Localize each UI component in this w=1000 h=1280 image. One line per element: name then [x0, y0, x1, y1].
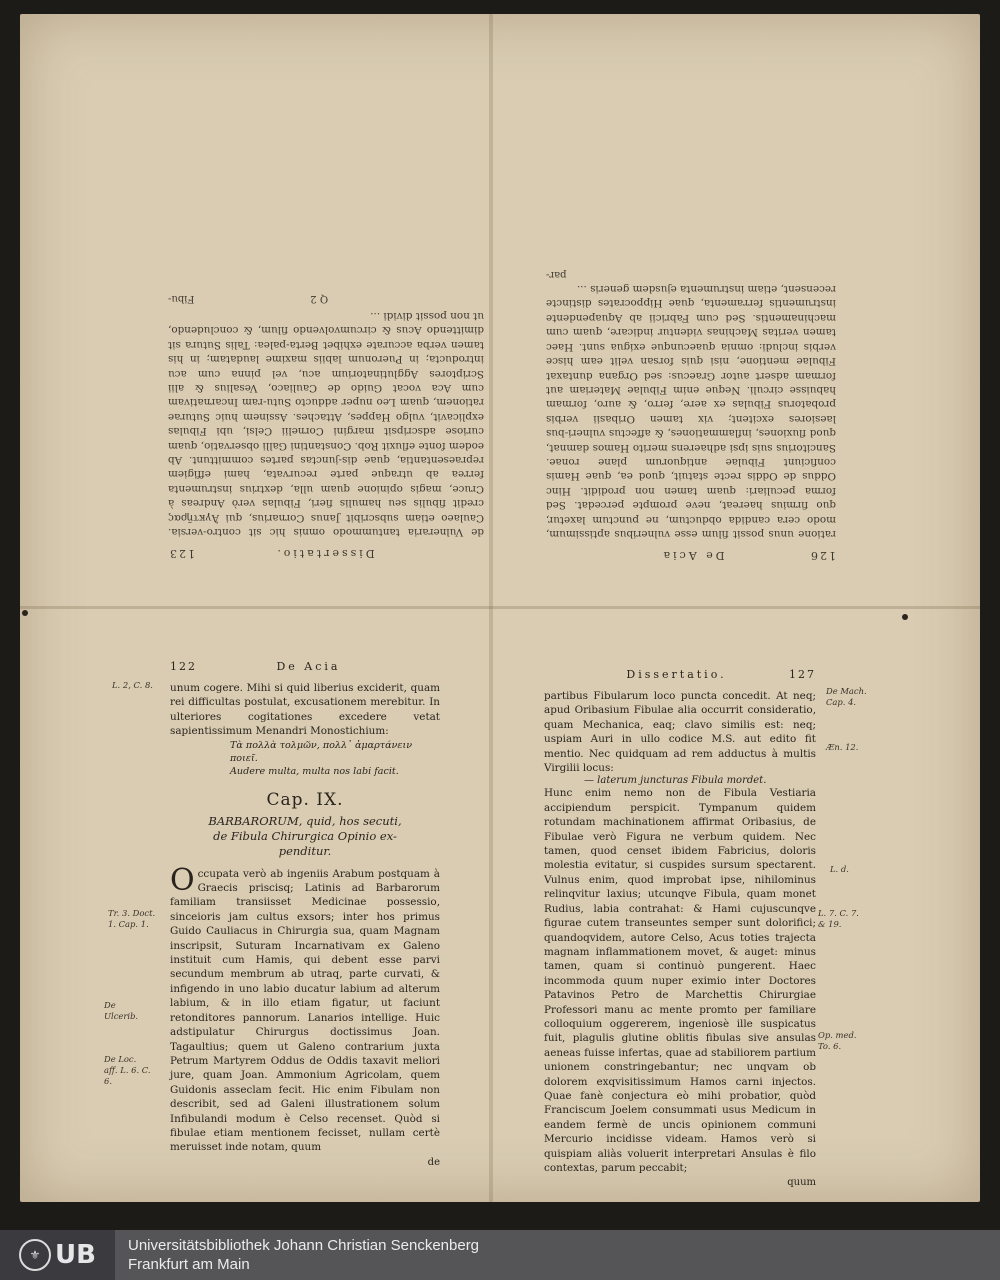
dropcap-letter: O [170, 862, 195, 898]
right-page [544, 668, 816, 1188]
chapter-subtitle-line-2: de Fibula Chirurgica Opinio ex- [213, 828, 397, 843]
upper-left-signature: Q 2 [310, 293, 329, 305]
upper-right-catchword: par- [546, 268, 567, 280]
right-margin-note-5: Op. med. To. 6. [818, 1030, 857, 1051]
pin-hole-right [902, 614, 908, 620]
right-page-catchword: quum [787, 1177, 816, 1189]
chapter-subtitle-line-1: BARBARORUM, quid, hos secuti, [208, 813, 402, 828]
horizontal-fold [20, 606, 980, 609]
upper-right-page [546, 92, 836, 562]
logo-text: UB [55, 1240, 96, 1270]
chapter-heading: Cap. IX. [266, 789, 344, 810]
upper-right-page-number: 126 [809, 549, 836, 562]
left-page-header [170, 660, 440, 673]
left-page [170, 660, 440, 1168]
right-margin-note-4: L. 7. C. 7. & 19. [818, 908, 859, 929]
right-page-body-1: partibus Fibularum loco puncta concedit. At neq; apud Oribasium Fibulae alia occurrit consideratio, quam Mechanica, eaq; clavo similis est: neq; uspiam Auri in ullo codice M.S. aut edito fit mentio. Nec quidquam ad rem adductus à multis Virgilii locus: [544, 690, 816, 775]
left-margin-note-4: De Loc. aff. L. 6. C. 6. [104, 1054, 151, 1086]
menander-latin-line: Audere multa, multa nos labi facit. [230, 765, 399, 777]
right-page-header [544, 668, 816, 681]
upper-right-body: ratione unus possit filum esse vulneribus aptissimum, modo cera candida obductum, ne punctum laxetur, quo firmius haereat, neve prompte percedat. Sed forma peculiari: quam tamen non prodidit. Hinc Oddus de Oddis recte statuit, quod ea, quae Hamis conficiunt Fibulae antiquorum plane ronae. Sancitorius suis ipsi adhaerens merito Hamos damnat, quod fluxiones, inflammationes, & affectus vulneri-bus laesiores excitent; vix tamen Oribasii verbis probatorus Fibulas ex aere, ferro, & auro, formam habuisse circuli. Neque enim Fibulae Materiam aut formam adsert autor Graecus: sed Organa duntaxat Fibulae mentione, nisi quis forsan velit eam hisce verbis includi: omnia quaecunque exigua sunt. Haec tamen veritas Machinas videntur indicare, quam cum machinamentis. Sed cum Fabricii ab Aquapendente instrumentis ferramenta, quae Hippocrates distincte recensent, etiam instrumenta ejusdem generis ... [546, 283, 836, 540]
seal-icon: ⚜ [19, 1239, 51, 1271]
left-page-body-text: ccupata verò ab ingeniis Arabum postquam à Graecis priscisq; Latinis ad Barbarorum familiam transiisset Medicinae possessio, sinceioris jam cultus exsors; inter hos primus Guido Cauliacus in Chirurgia sua, quam Magnam inscripsit, Suturam Incarnativam ex Galeno instituit cum Hamis, qui debent esse parvi secundum membrum ab utraq, parte curvati, & infigendo in uno labio ducatur labium ad alterum labium, & in illo etiam figatur, ut faciunt retonditores pannorum. Lanarios intellige. Huic adstipulatur Chirurgus doctissimus Joan. Tagaultius; quem ut Galeno contrarium juxta Petrum Martyrem Oddus de Oddis taxavit meliori jure, quam Joan. Ammonium Agricolam, quem Guidonis asseclam fecit. Hic enim Fibulam non describit, sed ad Galeni illustrationem solum Infibulandi modum è Celso recenset. Quòd si fibulae etiam mentionem fecisset, nullam certè meruisset inde notam, quum [170, 867, 440, 1154]
right-margin-note-3: L. d. [830, 864, 849, 874]
left-margin-note-2: Tr. 3. Doct. 1. Cap. 1. [108, 908, 156, 929]
menander-greek-line: Τὰ πολλὰ τολμῶν, πολλ᾽ ἁμαρτάνειν ποιεῖ. [230, 739, 413, 764]
left-page-header-title: De Acia [276, 660, 341, 673]
pin-hole-left [22, 610, 28, 616]
institution-name: Universitätsbibliothek Johann Christian Senckenberg [128, 1237, 480, 1254]
right-margin-note-1: De Mach. Cap. 4. [826, 686, 867, 707]
right-page-body-2: Hunc enim nemo non de Fibula Vestiaria accipiendum perspicit. Tympanum quidem rotundam machinationem affirmat Oribasius, de Fibulae verò Figura ne verbum quidem. Nec tamen, quod censet ibidem Fabricius, doloris molestia evitatur, si cuspides sursum spectarent. Vulnus enim, quod improbat ipse, nihilominus relinqvitur laxius; utcunqve Fibula, quam monet Rudius, labia contrahat: & Hami cujuscunqve figurae cutem transeuntes semper sunt dolorifici; quandoqvidem, autore Celso, Acus toties trajecta magnam inflammationem movet, & auget: minus tamen, quam si continuò pungerent. Haec incommoda quum nuper eximio inter Doctores Patavinos Petro de Marchettis Chirurgiae Professori manu ac mente promto per familiare colloquium oggererem, ingeniosè ille suspicatus fuit, plagulis glutine oblitis fibulas sive ansulas aeneas fuisse infertas, quae ad stabiliorem partium unionem constringebantur; nec unqvam ob dolorem exqvisitissimum Hamos carni injectos. Quae fanè conjectura eò mihi probatior, quòd Franciscum Joelem consummati usus Medicum in eandem fermè de uncis opinionem communi Mercurio incidisse videam. Hamos verò si quispiam aliàs voluerit interpretari Ansulas è filo contextas, parum peccabit; [544, 787, 816, 1174]
upper-left-header [168, 547, 484, 560]
right-margin-note-2: Æn. 12. [826, 742, 859, 752]
institution-location: Frankfurt am Main [128, 1256, 250, 1273]
upper-left-header-title: Dissertatio. [274, 547, 375, 560]
right-page-number: 127 [789, 668, 816, 681]
left-page-catchword: de [427, 1156, 440, 1168]
left-page-body [170, 862, 440, 1155]
library-footer [0, 1230, 1000, 1280]
chapter-subtitle-line-3: penditur. [278, 843, 332, 858]
left-margin-note-1: L. 2, C. 8. [112, 680, 153, 690]
upper-left-page-number: 123 [168, 547, 195, 560]
upper-right-header [546, 549, 836, 562]
virgil-verse: — laterum juncturas Fibula mordet. [584, 775, 767, 787]
upper-left-catchword: Fibu- [168, 293, 195, 305]
footer-text [128, 1236, 479, 1274]
library-logo [0, 1230, 115, 1280]
upper-left-page [168, 90, 484, 560]
upper-left-body: de Vulneraria tantummodo omnis hic sit contro-versia. Caulaeo etiam subscribit Janus Cornarius, qui Ἀγκτῆρας credit fibulis seu hamulis fieri, Fibulas verò Andreas à Cruce, magis opinione quam ulla, dextrius instrumenta ferrea ab utraque parte recurvata, hami effigiem repraesentantia, quae dis-junctas partes committunt. Ab eodem fonte efluxit Rob. Constantini Galli observatio, quam curiose adscripsit margini Cornelii Celsi, ubi Fibulas explicavit, vulgo Happes, Attaches. Assinem huic Suturae rationem, quam Leo nuper adducto Sutu-ram Incarnativam cum Aca vocat Guido de Cauliaco, Vesalius & alii Scriptores Agglutinatorium acu, vel pinna cum acu introducta; in Pueronum labiis maxime laudatam; in his tamen verba accurate exhibet Berta-palea: Talis Sutura sit dimittendo Acus & circumvolvendo filum, & concludendo, ut non possit dividi ... [168, 309, 484, 538]
left-margin-note-3: De Ulcerib. [104, 1000, 139, 1021]
right-page-header-title: Dissertatio. [626, 668, 727, 681]
left-page-number: 122 [170, 660, 197, 673]
upper-right-header-title: De Acia [660, 549, 725, 562]
left-page-intro: unum cogere. Mihi si quid liberius exciderit, quam rei difficultas postulat, excusationem merebitur. In ulteriores cogitationes excedere vetat sapientissimum Menandri Monostichium: [170, 682, 440, 738]
